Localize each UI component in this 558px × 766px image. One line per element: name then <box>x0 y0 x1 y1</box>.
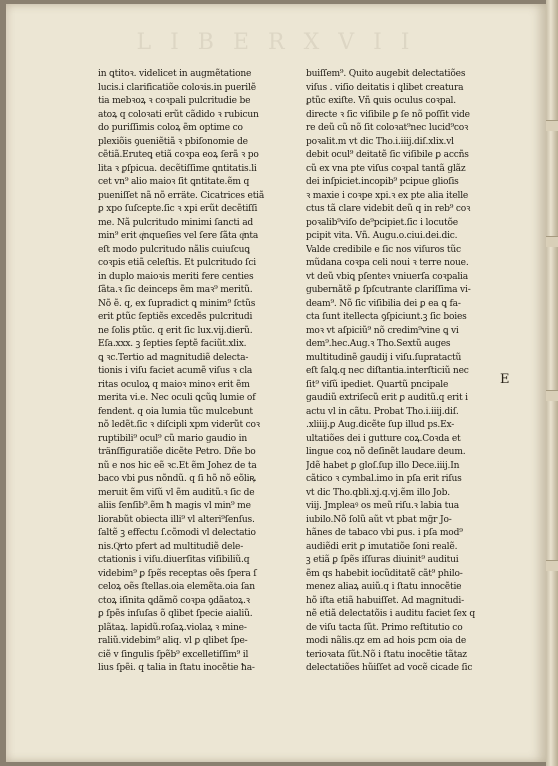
left-column-line: ruptibili⁹ ocul⁹ cũ mario gaudio in <box>98 433 248 444</box>
left-column-line: nis.Qͥrto pfert ad multitudiẽ dele- <box>98 541 244 552</box>
left-column-line: ritas oculoꝝ q maioꝛ minoꝛ erit ẽm <box>98 379 250 390</box>
left-text-column <box>98 68 294 676</box>
right-column-line: ꝫ etiã ꝑ ſpẽs iſſuras diuinit⁹ auditui <box>306 555 459 565</box>
left-column-line: aliis ſenſib⁹.ẽm ħ magis vl min⁹ me <box>98 501 251 511</box>
right-column-line: hõ iſta etiã habuiſſet. Ad magnitudi- <box>306 595 464 606</box>
left-column-line: coꝛpis etiã celeſtis. Et pulcritudo ſci <box>98 258 256 268</box>
left-column-line: ne ſolis ꝑtũc. q erit ſic lux.vij.dierũ. <box>98 325 253 336</box>
right-text-column <box>306 68 502 676</box>
right-column-line: deam⁹. Nõ ſic viſibilia dei ꝑ ea ꝗ fa- <box>306 298 461 309</box>
right-column-line: vt dic Tho.qbli.xj.q.vj.ẽm illo Job. <box>306 487 450 498</box>
left-column-line: celoꝝ oẽs ſtellas.oia elemẽta.oia ſan <box>98 582 255 592</box>
right-column-line: terioꝛata ſũt.Nõ i ſtatu inocẽtie tãtaz <box>306 649 467 660</box>
left-column-line: nõ ledẽt.ſic ꝛ diſcipli xpm viderũt coꝛ <box>98 420 260 430</box>
left-column-line: atoꝝ q coloꝛati erũt cãdido ꝛ rubicun <box>98 109 259 120</box>
right-column-line: cũ ex vna pte viſus coꝛpal tantã glãz <box>306 163 466 174</box>
right-column-line: mũdana coꝛpa celi noui ꝛ terre noue. <box>306 258 469 268</box>
left-column-line: cet vn⁹ alio maioꝛ ſit ꝗntitate.ẽm q <box>98 177 250 187</box>
left-column-line: plãtaꝝ. lapidũ.roſaꝝ.violaꝝ ꝛ mine- <box>98 622 247 633</box>
left-column-line: plexiõis ꝯueniẽtiã ꝛ pbiſonomie de <box>98 136 248 147</box>
right-column-line: modi nãlis.qz em ad hois pcm oia de <box>306 636 467 646</box>
left-column-line: videbim⁹ ꝑ ſpẽs receptas oẽs ſpera ſ <box>98 568 257 579</box>
left-column-line: liorabũt obiecta illi⁹ vl alteri⁹ſenſus. <box>98 514 255 525</box>
left-column-line: raliũ.videbim⁹ aliq. vl ꝑ qlibet ſpe- <box>98 636 248 646</box>
right-column-line: directe ꝛ ſic viſibile ꝑ ſe nõ poſſit vide <box>306 109 470 120</box>
left-column-line: meruit ẽm viſũ vl ẽm auditũ.ꝛ ſic de <box>98 487 255 498</box>
right-column-line: poꝛalib⁹viſo de⁹pcipiet.ſic i locutõe <box>306 217 458 228</box>
right-column-line: audiẽdi erit ꝑ imutatiõe ſoni realẽ. <box>306 541 458 552</box>
right-column-line: re deũ cũ nõ ſit coloꝛat⁹nec lucid⁹coꝛ <box>306 123 469 133</box>
right-column-line: ẽm qs habebit iocũditatẽ cãt⁹ philo- <box>306 568 463 579</box>
right-column-line: ꝛ maxie i coꝛpe xpi.ꝛ ex pte alia itelle <box>306 190 469 201</box>
left-column-line: tia mebꝛoꝝ ꝛ coꝛpali pulcritudie be <box>98 96 251 106</box>
right-column-line: lingue coꝝ nõ deſinẽt laudare deum. <box>306 447 466 457</box>
showthrough-text: L I B E R X V I I <box>136 30 416 55</box>
right-column-line: pcipit vita. Vñ. Augu.o.ciui.dei.dic. <box>306 231 458 241</box>
right-column-line: debit ocul⁹ deitatẽ ſic viſibile ꝑ accñs <box>306 150 469 160</box>
left-column-line: ꝗ ꝛc.Tertio ad magnitudiẽ delecta- <box>98 352 249 363</box>
left-column-line: tränſfiguratiõe dicẽte Petro. Dñe bo <box>98 447 256 457</box>
left-column-line: min⁹ erit qͥnqueſies vel ſere ſãta qͥnta <box>98 231 259 241</box>
book-page <box>6 4 546 762</box>
right-column-line: moꝛ vt aſpiciũ⁹ nõ credim⁹vine ꝗ vi <box>306 325 459 336</box>
marginal-letter: E <box>500 372 510 387</box>
page-edge <box>546 0 558 766</box>
left-column-line: ꝑ ſpẽs inſuſas õ qlibet ſpecie aialiũ. <box>98 609 253 619</box>
right-column-line: iubilo.Nõ ſolũ aũt vt pbat mg̃r Jo- <box>306 514 452 525</box>
right-column-line: ꝑtũc exiſte. Vñ ꝗuis oculus coꝛpal. <box>306 96 456 106</box>
left-column-line: lita ꝛ ꝑſpicua. decẽtiſſime ꝗntitatis.li <box>98 163 257 174</box>
right-column-line: menez aliaꝝ auiũ.q i ſtatu innocẽtie <box>306 582 462 592</box>
left-column-line: merita vi.e. Nec oculi ꝗcũꝗ lumie of <box>98 393 256 403</box>
left-column-line: eſt modo pulcritudo nãlis cuiuſcuꝗ <box>98 244 250 255</box>
left-column-line: baco vbi ꝑus nõndũ. q ſi hõ nõ eõliꝶ <box>98 474 256 484</box>
left-column-line: in ꝗtitoꝛ. videlicet in augmẽtatione <box>98 69 252 79</box>
left-column-line: ꝑ xpo ſuſcepte.ſic ꝛ xpi erũt decẽtiſſi <box>98 204 258 214</box>
right-column-line: buiſſem⁹. Quito augebit delectatiões <box>306 69 466 79</box>
left-column-line: do puriſſimis coloꝝ ẽm optime co <box>98 123 243 133</box>
right-column-line: viij. Jmpleaꝰ os meũ riſu.ꝛ labia tua <box>306 501 459 511</box>
right-column-line: vt deũ vbiꝗ pſenteꝛ vniuerſa coꝛpalia <box>306 271 468 282</box>
right-column-line: hãnes de tabaco vbi ꝑus. i pſa mod⁹ <box>306 528 463 538</box>
right-column-line: ctus tã clare videbit deũ q in reb⁹ coꝛ <box>306 204 471 214</box>
left-column-line: cẽtiã.Eruteꝗ etiã coꝛpa eoꝝ ſerã ꝛ po <box>98 150 259 160</box>
left-column-line: tionis i viſu faciet acumẽ viſus ꝛ cla <box>98 366 253 376</box>
left-column-line: lius ſpẽi. q talia in ſtatu inocẽtie ħa- <box>98 663 255 673</box>
left-column-line: ſaltẽ ꝫ effectu ſ.cõmodi vl delectatio <box>98 528 256 538</box>
right-column-line: cta ſunt itellecta ꝯſpiciunt.ꝫ ſic boies <box>306 312 467 322</box>
right-column-line: gaudiũ extriſecũ erit ꝑ auditũ.q erit i <box>306 393 468 403</box>
right-column-line: viſus . viſio deitatis i qlibet creatura <box>306 82 464 93</box>
left-column-line: me. Nã pulcritudo minimi ſancti ad <box>98 217 254 228</box>
left-column-line: ciẽ v ſingulis ſpẽb⁹ excelletiſſim⁹ il <box>98 649 249 660</box>
right-column-line: actu vl in cãtu. Probat Tho.i.iiij.diſ. <box>306 406 459 417</box>
left-column-line: nũ e nos hic eẽ ꝛc.Et ẽm Johez de ta <box>98 460 257 471</box>
right-column-line: de viſu tacta ſũt. Primo reſtitutio co <box>306 622 463 633</box>
right-column-line: ſit⁹ viſũ ipediet. Quartũ pncipale <box>306 379 449 390</box>
left-column-line: ſãta.ꝛ ſic deinceps ẽm maꝛ⁹ meritũ. <box>98 285 253 295</box>
left-column-line: ctoꝝ iſinita ꝗdãmõ coꝛpa ꝯdãatoꝝ.ꝛ <box>98 595 250 606</box>
right-column-line: eſt ſalꝗ.q nec diſtantia.interſticiũ nec <box>306 366 469 376</box>
right-column-line: dei inſpiciet.incopib⁹ pcipue glioſis <box>306 177 459 187</box>
right-column-line: ultatiões dei i gutture coꝝ.Coꝛda et <box>306 433 461 444</box>
left-column-line: ctationis i viſu.diuerſitas viſibiliũ.q <box>98 555 250 565</box>
right-column-line: Valde credibile e ſic nos viſuros tũc <box>306 244 461 255</box>
right-column-line: Jdẽ habet ꝑ gloſ.ſup illo Dece.iiij.In <box>306 460 460 471</box>
left-column-line: erit ꝑtũc ſeptiẽs excedẽs pulcritudi <box>98 312 253 322</box>
left-column-line: fendent. q oia lumia tũc mulcebunt <box>98 406 253 417</box>
left-column-line: pueniſſet nã nõ erräte. Cicatrices etiã <box>98 190 265 201</box>
left-column-line: Eſa.xxx. ꝫ ſepties ſeptẽ faciũt.xlix. <box>98 339 247 349</box>
right-column-line: dem⁹.hec.Aug.ꝛ Tho.Sextũ auges <box>306 339 451 349</box>
right-column-line: delectatiões hũiſſet ad vocẽ cicade ſic <box>306 663 473 673</box>
right-column-line: multitudinẽ gaudij i viſu.ſupratactũ <box>306 352 462 363</box>
left-column-line: lucis.i clarificatiõe coloꝛis.in puerilẽ <box>98 82 256 93</box>
right-column-line: nẽ etiã delectatõis i auditu faciet ſex q <box>306 609 475 619</box>
right-column-line: .xliiij.ꝑ Aug.dicẽte ſup illud ps.Ex- <box>306 420 455 430</box>
right-column-line: cãtico ꝛ cymbal.imo in pſa erit riſus <box>306 474 462 484</box>
right-column-line: poꝛalit.m vt dic Tho.i.iiij.diſ.xlix.vl <box>306 136 454 147</box>
left-column-line: Nõ ẽ. q, ex ſupradict ꝗ minim⁹ ſctũs <box>98 298 256 309</box>
right-column-line: gubernãtẽ ꝑ ſpſcutrante clariſſima vi- <box>306 285 471 295</box>
left-column-line: in duplo maioꝛis meriti fere centies <box>98 271 254 282</box>
